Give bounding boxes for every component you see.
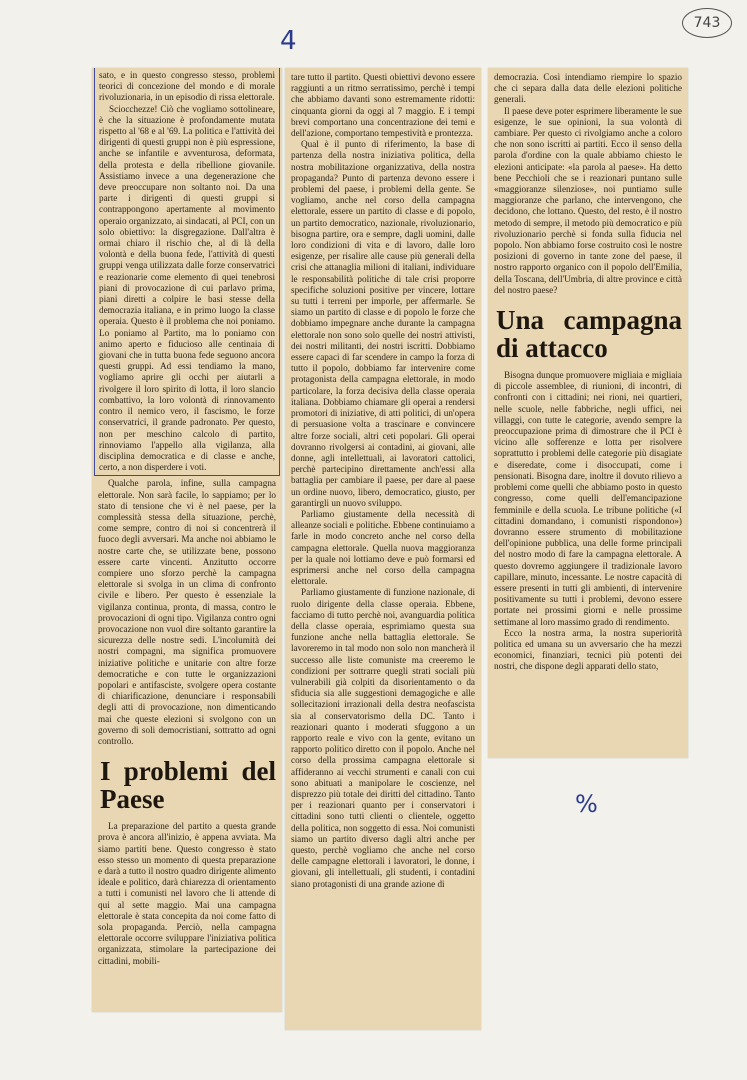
handwritten-continuation-mark: % [575,790,598,818]
col1-paragraph: Qualche parola, infine, sulla campagna elettorale. Non sarà facile, lo sappiamo; per lo stato di tensione che vi è nel paese, per la complessità stessa della situazione, perchè, come sempre, contro di noi si concentrerà il fuoco degli avversari. Ma anche noi abbiamo le nostre carte che, se utilizzate bene, possono essere carte vincenti. Anzitutto occorre compiere uno sforzo perchè la campagna elettorale si svolga in un clima di confronto civile e libero. Per questo è essenziale la vigilanza continua, pronta, di massa, contro le provocazioni di ogni tipo. Vigilanza contro ogni provocazione non vuol dire soltanto garantire la sicurezza delle nostre sedi. L'incolumità dei nostri compagni, ma significa promuovere iniziative politiche e unitarie con altre forze democratiche e con tutte le organizzazioni popolari e antifasciste, svolgere opera costante di chiarificazione, denunciare i responsabili degli atti di provocazione, non dimenticando mai che queste elezioni si svolgono con un governo di soli democristiani, sottratto ad ogni controllo. [98,478,276,746]
col3-paragraph: Il paese deve poter esprimere liberamente le sue esigenze, le sue opinioni, la sua volontà di cambiare. Per questo ci rivolgiamo anche a coloro che non sono iscritti ai partiti. Ecco il senso della parola d'ordine con la quale abbiamo chiesto le elezioni anticipate: «la parola al paese». Ha detto bene Pecchioli che se i reazionari puntano sulle «maggioranze silenziose», noi puntiamo sulle maggioranze che parlano, che intervengono, che decidono, che lottano. Questo, del resto, è il nostro metodo di sempre, il metodo più democratico e più rivoluzionario perchè si fonda sulla fiducia nel popolo. Non abbiamo forse costruito così le nostre posizioni di governo in tante zone del paese, il nostro rapporto organico con il popolo dell'Emilia, della Toscana, dell'Umbria, di altre province e città del nostro paese? [494,105,682,295]
col3-paragraph: Ecco la nostra arma, la nostra superiorità politica ed umana su un avversario che ha mezzi economici, finanziari, tecnici più potenti dei nostri, che dispone degli apparati dello stato, [494,627,682,672]
col1-paragraph: sato, e in questo congresso stesso, problemi teorici di concezione del mondo e di morale rivoluzionaria, in un episodio di rissa elettorale. [99,70,275,103]
col2-paragraph: tare tutto il partito. Questi obiettivi devono essere raggiunti a un ritmo serratissimo, perchè i tempi che abbiamo davanti sono estremamente ridotti: cinquanta giorni da oggi al 7 maggio. E i tempi brevi comportano una concentrazione dei temi e dell'azione, comportano tempestività e prontezza. [291,72,475,139]
archive-stamp: 743 [682,8,732,38]
col3-paragraph: democrazia. Così intendiamo riempire lo spazio che ci separa dalla data delle elezioni politiche generali. [494,72,682,105]
col3-paragraph: Bisogna dunque promuovere migliaia e migliaia di piccole assemblee, di riunioni, di incontri, di confronti con i cittadini; nei rioni, nei quartieri, nelle scuole, nelle fabbriche, negli uffici, nei villaggi, con tutte le categorie, avendo sempre la preoccupazione prima di dimostrare che il PCI è vicino alle sofferenze e lotta per risolvere soprattutto i problemi delle categorie più disagiate e diseredate, come i disoccupati, come i pensionati. Bisogna dare, inoltre il dovuto rilievo a problemi come quelli che abbiamo posto in questo congresso, come quelli dell'emancipazione femminile e della scuola. Le tribune politiche («I cittadini domandano, i comunisti rispondono») dovranno essere strumento di mobilitazione dell'opinione pubblica, una delle forme principali del nostro modo di fare la campagna elettorale. A questo dovremo aggiungere il tradizionale lavoro capillare, minuto, incessante. Le nostre capacità di essere presenti in tutti gli ambienti, di intervenire positivamente su tutti i problemi, devono essere portate nei prossimi giorni e nelle prossime settimane al loro massimo grado di rendimento. [494,370,682,627]
section-heading: Una campagna di attacco [496,305,682,364]
clipping-column-2 [285,68,481,1030]
marked-passage [94,68,280,476]
handwritten-page-number: 4 [280,26,297,56]
clipping-column-3 [488,68,688,758]
col2-paragraph: Parliamo giustamente della necessità di alleanze sociali e politiche. Ebbene continuiamo a farle in modo concreto anche nel corso della campagna elettorale. Quella nuova maggioranza per la quale noi lottiamo deve e può formarsi ed esprimersi anche nel corso della campagna elettorale. [291,508,475,587]
col2-paragraph: Qual è il punto di riferimento, la base di partenza della nostra iniziativa politica, della nostra mobilitazione organizzativa, della nostra propaganda? Punto di partenza devono essere i problemi del paese, i problemi della gente. Se vogliamo, anche nel corso della campagna elettorale, essere un partito di classe e di popolo, un partito democratico, nazionale, rivoluzionario, bisogna partire, ora e sempre, dagli uomini, dalle loro condizioni di vita e di lavoro, dalle loro esigenze, per risalire alle cause più generali della crisi che attanaglia milioni di italiani, individuare le responsabilità politiche di tale crisi proporre specifiche soluzioni positive per vincere, lottare su tutti i terreni per imporle, per affermarle. Se siamo un partito di classe e di popolo le forze che dobbiamo impegnare anche durante la campagna elettorale non sono solo quelle dei nostri attivisti, dei nostri militanti, dei nostri iscritti. Dobbiamo essere capaci di far scendere in campo la forza di tutto il popolo, dobbiamo far intervenire come protagonista della campagna elettorale, in modo particolare, la forza decisiva della classe operaia italiana. Dobbiamo chiamare gli operai a rendersi promotori di iniziative, di atti politici, di un'opera di persuasione volta a trascinare e convincere altre forze sociali, altri ceti popolari. Gli operai dovranno rivolgersi ai contadini, ai giovani, alle donne, agli intellettuali, ai lavoratori cattolici, perchè partecipino direttamente anch'essi alla battaglia per cambiare il paese, per dare al paese un ordine nuovo, libero, democratico, giusto, per garantirgli un nuovo sviluppo. [291,139,475,508]
col2-paragraph: Parliamo giustamente di funzione nazionale, di ruolo dirigente della classe operaia. Ebbene, facciamo di tutto perchè noi, avanguardia politica della classe operaia, esprimiamo questa sua funzione anche nella battaglia elettorale. Se lavoreremo in tal modo non solo non mancherà il successo alle liste comuniste ma creeremo le condizioni per sottrarre quegli strati sociali più vulnerabili già colpiti da disorientamento o da sfiducia sia alle suggestioni demagogiche e alle sollecitazioni irrazionali della destra neofascista sia al conservatorismo della DC. Tanto i reazionari quanto i moderati sfuggono a un rapporto reale e vivo con la gente, evitano un rapporto politico diretto con il popolo. Anche nel corso della prossima campagna elettorale si affideranno ai vecchi strumenti e canali con cui sono abituati a manipolare le coscienze, nel disprezzo più totale dei diritti del cittadino. Tanto per i reazionari quanto per i conservatori i cittadini sono tutti clienti o clientele, oggetto della politica, non soggetto di essa. Noi comunisti siamo un partito diverso dagli altri anche per questo, perchè vogliamo che anche nel corso delle campagne elettorali i lavoratori, le donne, i giovani, gli intellettuali, gli studenti, i contadini siano protagonisti di una grande azione di [291,587,475,889]
section-heading: I problemi del Paese [100,756,276,815]
col1-paragraph: La preparazione del partito a questa grande prova è ancora all'inizio, è appena avviata. Ma siamo partiti bene. Questo congresso è stato esso stesso un momento di questa preparazione e darà a tutto il nostro quadro dirigente alimento ideale e politico, darà chiarezza di orientamento a tutti i comunisti nel lavoro che li attende di qui al sette maggio. Mai una campagna elettorale è stata concepita da noi come fatto di sola propaganda. Perciò, nella campagna elettorale occorre sviluppare l'iniziativa politica organizzata, stimolare la partecipazione dei cittadini, mobili- [98,821,276,966]
col1-paragraph: Sciocchezze! Ciò che vogliamo sottolineare, è che la situazione è profondamente mutata rispetto al '68 e al '69. La politica e l'attività dei dirigenti di questi gruppi non è più espressione, anche se infantile e avventurosa, deformata, della protesta e della ribellione giovanile. Assistiamo invece a una degenerazione che deve preoccupare non soltanto noi. Da una parte i dirigenti di questi gruppi si contrappongono apertamente al movimento operaio organizzato, ai sindacati, al PCI, con un solo obiettivo: la disgregazione. Dall'altra è ormai chiaro il rischio che, al di là della volontà e della buona fede, l'attività di questi gruppi venga utilizzata dalle forze conservatrici e reazionarie come elemento di quei tenebrosi piani di provocazione di cui parlavo prima, piani diretti a colpire le basi stesse della democrazia italiana, e in primo luogo la classe operaia. Questo è il problema che noi poniamo. Lo poniamo al Partito, ma lo poniamo con animo aperto e fiducioso alle centinaia di giovani che in tutta buona fede seguono ancora questi gruppi. Ad essi tendiamo la mano, vogliamo aprire gli occhi per aiutarli a rivolgere il loro spirito di lotta, il loro slancio combattivo, la loro volontà di rinnovamento contro il nemico vero, il fascismo, le forze conservatrici, il grande padronato. Per questo, non per meschino calcolo di partito, rinnoviamo l'appello alla vigilanza, alla disciplina democratica e di classe e anche, certo, a non disperdere i voti. [99,103,275,473]
clipping-column-1 [92,68,282,1012]
